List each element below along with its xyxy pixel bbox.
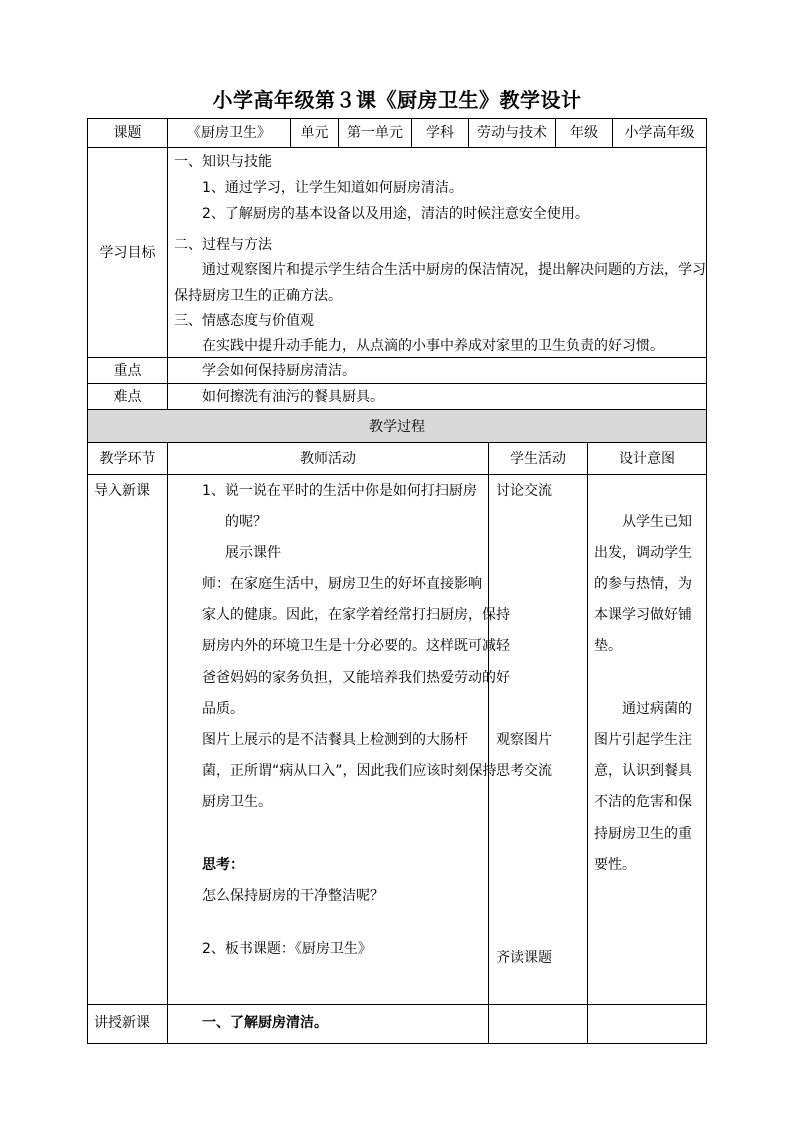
intent-line: 要性。 — [594, 857, 636, 873]
header-stage: 教学环节 — [99, 451, 156, 467]
student-activity: 思考交流 — [496, 763, 552, 779]
intent-line: 出发，调动学生 — [594, 545, 692, 561]
row-divider — [87, 442, 707, 443]
row-divider — [87, 147, 707, 148]
header-teacher: 教师活动 — [300, 451, 356, 467]
teacher-line: 2、板书课题：《厨房卫生》 — [202, 941, 372, 957]
row-divider — [87, 409, 707, 410]
objectives-label: 学习目标 — [99, 245, 156, 261]
header-intent: 设计意图 — [619, 451, 675, 467]
objective-process-line: 保持厨房卫生的正确方法。 — [174, 288, 342, 304]
teacher-line: 师：在家庭生活中，厨房卫生的好坏直接影响 — [202, 576, 482, 592]
objective-process-line: 通过观察图片和提示学生结合生活中厨房的保洁情况，提出解决问题的方法，学习 — [202, 262, 706, 278]
intent-line: 持厨房卫生的重 — [594, 826, 692, 842]
col-divider — [488, 442, 489, 1044]
header-student: 学生活动 — [510, 451, 566, 467]
think-question: 怎么保持厨房的干净整洁呢？ — [202, 888, 384, 904]
intent-line: 通过病菌的 — [622, 701, 692, 717]
row-divider — [87, 474, 707, 475]
grade-value: 小学高年级 — [624, 125, 695, 141]
teacher-line: 厨房卫生。 — [202, 794, 272, 810]
subject-label: 学科 — [426, 125, 454, 141]
teacher-line: 的呢？ — [225, 514, 267, 530]
stage-new-lesson: 讲授新课 — [94, 1015, 150, 1031]
objective-heading-knowledge: 一、知识与技能 — [174, 154, 272, 170]
topic-label: 课题 — [113, 125, 142, 141]
key-point-text: 学会如何保持厨房清洁。 — [202, 363, 356, 379]
stage-intro: 导入新课 — [94, 483, 150, 499]
new-lesson-teacher-line: 一、了解厨房清洁。 — [202, 1015, 328, 1031]
topic-value: 《厨房卫生》 — [187, 125, 271, 141]
teacher-line: 1、说一说在平时的生活中你是如何打扫厨房 — [202, 483, 477, 499]
intent-line: 图片引起学生注 — [594, 732, 692, 748]
intent-line: 垫。 — [594, 638, 622, 654]
teacher-line: 厨房内外的环境卫生是十分必要的。这样既可减轻 — [202, 638, 510, 654]
objective-knowledge-2: 2、了解厨房的基本设备以及用途，清洁的时候注意安全使用。 — [202, 206, 589, 222]
col-divider — [587, 442, 588, 1044]
objective-heading-emotion: 三、情感态度与价值观 — [174, 313, 314, 329]
intent-line: 意，认识到餐具 — [594, 763, 692, 779]
col-divider — [167, 147, 168, 410]
key-point-label: 重点 — [113, 363, 142, 379]
objective-emotion-1: 在实践中提升动手能力，从点滴的小事中养成对家里的卫生负责的好习惯。 — [202, 338, 664, 354]
difficulty-text: 如何擦洗有油污的餐具厨具。 — [202, 389, 384, 405]
process-section-title: 教学过程 — [369, 419, 425, 435]
objective-knowledge-1: 1、通过学习，让学生知道如何厨房清洁。 — [202, 180, 463, 196]
intent-line: 从学生已知 — [622, 514, 692, 530]
col-divider — [167, 442, 168, 1044]
teacher-line: 菌，正所谓“病从口入”，因此我们应该时刻保持 — [202, 763, 497, 779]
student-activity: 齐读课题 — [496, 950, 552, 966]
teacher-line: 品质。 — [202, 701, 244, 717]
page-title: 小学高年级第３课《厨房卫生》教学设计 — [212, 88, 582, 112]
subject-value: 劳动与技术 — [477, 125, 547, 141]
difficulty-label: 难点 — [113, 389, 142, 405]
row-divider — [87, 357, 707, 358]
teacher-line: 爸爸妈妈的家务负担，又能培养我们热爱劳动的好 — [202, 670, 510, 686]
objective-heading-process: 二、过程与方法 — [174, 237, 272, 253]
teacher-line: 展示课件 — [225, 545, 281, 561]
student-activity: 讨论交流 — [496, 483, 552, 499]
teacher-line: 家人的健康。因此，在家学着经常打扫厨房，保持 — [202, 607, 510, 623]
row-divider — [87, 1004, 707, 1005]
intent-line: 不洁的危害和保 — [594, 794, 692, 810]
intent-line: 本课学习做好铺 — [594, 607, 692, 623]
teacher-line: 图片上展示的是不洁餐具上检测到的大肠杆 — [202, 732, 468, 748]
grade-label: 年级 — [570, 125, 598, 141]
unit-label: 单元 — [300, 125, 329, 141]
intent-line: 的参与热情，为 — [594, 576, 692, 592]
student-activity: 观察图片 — [496, 732, 552, 748]
think-heading: 思考： — [202, 857, 244, 873]
unit-value: 第一单元 — [347, 125, 403, 141]
row-divider — [87, 383, 707, 384]
